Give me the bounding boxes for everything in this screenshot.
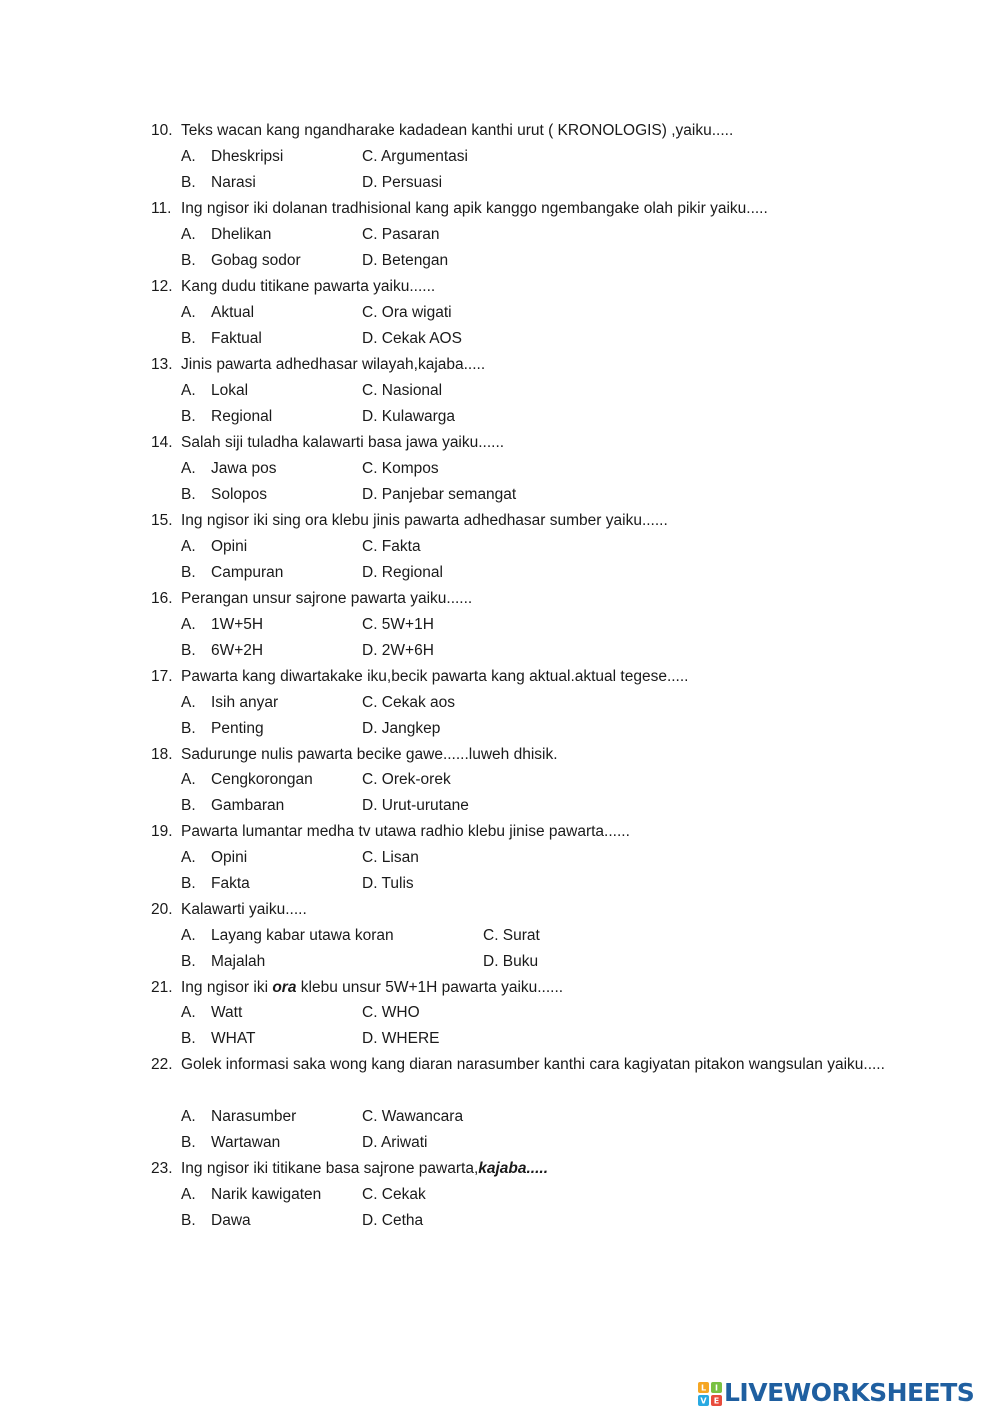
option-a[interactable]: Narik kawigaten (211, 1186, 322, 1203)
options-row-bd (181, 560, 741, 586)
option-letter-b: B. (181, 1134, 196, 1151)
options-row-bd (181, 482, 741, 508)
question-number: 12. (151, 278, 173, 295)
option-letter-a: A. (181, 694, 196, 711)
liveworksheets-logo (698, 1378, 994, 1408)
question-number: 19. (151, 823, 173, 840)
option-d[interactable]: D. Cetha (362, 1212, 424, 1229)
options-row-ac (181, 1182, 741, 1208)
option-letter-a: A. (181, 771, 196, 788)
option-a[interactable]: Opini (211, 849, 248, 866)
option-a[interactable]: Lokal (211, 382, 249, 399)
option-letter-a: A. (181, 1004, 196, 1021)
question-number: 14. (151, 434, 173, 451)
question-number: 20. (151, 901, 173, 918)
option-a[interactable]: Watt (211, 1004, 243, 1021)
option-b[interactable]: Regional (211, 408, 273, 425)
question-text: Kang dudu titikane pawarta yaiku...... (181, 278, 436, 295)
option-letter-b: B. (181, 797, 196, 814)
options-row-ac (181, 690, 741, 716)
option-letter-a: A. (181, 382, 196, 399)
question-text: Pawarta kang diwartakake iku,becik pawarta kang aktual.aktual tegese..... (181, 668, 689, 685)
options-row-ac (181, 456, 741, 482)
question-number: 17. (151, 668, 173, 685)
option-c[interactable]: C. Cekak (362, 1186, 426, 1203)
question-number: 18. (151, 746, 173, 763)
question-text-before: Ing ngisor iki (181, 979, 273, 996)
options-row-bd (181, 1130, 741, 1156)
options-row-bd (181, 326, 741, 352)
svg-text:V: V (700, 1396, 707, 1406)
options-row-ac (181, 222, 741, 248)
option-b[interactable]: Majalah (211, 953, 266, 970)
option-d[interactable]: D. Persuasi (362, 174, 443, 191)
options-row-bd (181, 871, 741, 897)
option-d[interactable]: D. Tulis (362, 875, 414, 892)
option-d[interactable]: D. Buku (483, 953, 539, 970)
option-b[interactable]: WHAT (211, 1030, 256, 1047)
option-c[interactable]: C. Surat (483, 927, 540, 944)
options-row-ac (181, 845, 741, 871)
option-letter-a: A. (181, 460, 196, 477)
option-c[interactable]: C. Nasional (362, 382, 443, 399)
option-a[interactable]: Opini (211, 538, 248, 555)
question-number: 21. (151, 979, 173, 996)
options-row-ac (181, 300, 741, 326)
question-text: Sadurunge nulis pawarta becike gawe......luweh dhisik. (181, 746, 558, 763)
option-a[interactable]: 1W+5H (211, 616, 264, 633)
question-text (181, 1156, 891, 1182)
option-d[interactable]: D. Urut-urutane (362, 797, 469, 814)
option-a[interactable]: Dhelikan (211, 226, 272, 243)
option-b[interactable]: Faktual (211, 330, 262, 347)
option-c[interactable]: C. Lisan (362, 849, 419, 866)
option-letter-b: B. (181, 252, 196, 269)
svg-text:E: E (713, 1396, 720, 1406)
option-b[interactable]: Wartawan (211, 1134, 281, 1151)
question-number: 13. (151, 356, 173, 373)
question-text: Perangan unsur sajrone pawarta yaiku...... (181, 590, 473, 607)
option-letter-a: A. (181, 927, 196, 944)
option-b[interactable]: Fakta (211, 875, 250, 892)
option-b[interactable]: Narasi (211, 174, 256, 191)
option-c[interactable]: C. Fakta (362, 538, 421, 555)
question-text: Ing ngisor iki sing ora klebu jinis pawarta adhedhasar sumber yaiku...... (181, 512, 668, 529)
option-c[interactable]: C. Argumentasi (362, 148, 468, 165)
option-d[interactable]: D. Ariwati (362, 1134, 428, 1151)
option-d[interactable]: D. WHERE (362, 1030, 440, 1047)
options-row-ac (181, 378, 741, 404)
question-number: 11. (151, 200, 172, 217)
option-letter-b: B. (181, 1030, 196, 1047)
option-b[interactable]: Campuran (211, 564, 284, 581)
question-text: Pawarta lumantar medha tv utawa radhio klebu jinise pawarta...... (181, 823, 630, 840)
option-letter-a: A. (181, 148, 196, 165)
option-a[interactable]: Aktual (211, 304, 255, 321)
question-text-before: Ing ngisor iki titikane basa sajrone pawarta, (181, 1160, 479, 1177)
option-d[interactable]: D. Kulawarga (362, 408, 456, 425)
option-c[interactable]: C. 5W+1H (362, 616, 434, 633)
question-text (181, 975, 891, 1001)
option-b[interactable]: 6W+2H (211, 642, 264, 659)
options-row-ac (181, 1000, 741, 1026)
options-row-bd (181, 248, 741, 274)
option-letter-b: B. (181, 642, 196, 659)
option-b[interactable]: Gambaran (211, 797, 285, 814)
option-letter-b: B. (181, 174, 196, 191)
option-letter-b: B. (181, 330, 196, 347)
option-d[interactable]: D. Regional (362, 564, 443, 581)
option-letter-a: A. (181, 1186, 196, 1203)
option-d[interactable]: D. Panjebar semangat (362, 486, 517, 503)
question-text-after: klebu unsur 5W+1H pawarta yaiku...... (296, 979, 564, 996)
options-row-bd (181, 716, 741, 742)
question-text: Ing ngisor iki dolanan tradhisional kang apik kanggo ngembangake olah pikir yaiku..... (181, 200, 768, 217)
option-d[interactable]: D. Cekak AOS (362, 330, 462, 347)
question-text: Jinis pawarta adhedhasar wilayah,kajaba..... (181, 356, 486, 373)
option-a[interactable]: Dheskripsi (211, 148, 284, 165)
options-row-bd (181, 170, 741, 196)
option-d[interactable]: D. 2W+6H (362, 642, 434, 659)
option-letter-a: A. (181, 304, 196, 321)
option-letter-b: B. (181, 486, 196, 503)
options-row-bd (181, 1208, 741, 1234)
option-b[interactable]: Dawa (211, 1212, 251, 1229)
option-a[interactable]: Narasumber (211, 1108, 297, 1125)
question-text: Salah siji tuladha kalawarti basa jawa yaiku...... (181, 434, 505, 451)
option-c[interactable]: C. Ora wigati (362, 304, 452, 321)
question-number: 10. (151, 122, 173, 139)
option-letter-b: B. (181, 1212, 196, 1229)
option-c[interactable]: C. Kompos (362, 460, 439, 477)
options-row-ac (181, 612, 741, 638)
question-text-emphasis: ora (272, 979, 297, 996)
option-letter-a: A. (181, 616, 196, 633)
option-a[interactable]: Layang kabar utawa koran (211, 927, 394, 944)
question-number: 16. (151, 590, 173, 607)
option-d[interactable]: D. Jangkep (362, 720, 441, 737)
option-b[interactable]: Gobag sodor (211, 252, 301, 269)
option-c[interactable]: C. Cekak aos (362, 694, 456, 711)
option-a[interactable]: Cengkorongan (211, 771, 313, 788)
svg-text:I: I (715, 1383, 718, 1393)
options-row-bd (181, 1026, 741, 1052)
option-letter-b: B. (181, 408, 196, 425)
option-letter-a: A. (181, 849, 196, 866)
option-c[interactable]: C. Pasaran (362, 226, 440, 243)
option-c[interactable]: C. Orek-orek (362, 771, 451, 788)
option-c[interactable]: C. WHO (362, 1004, 420, 1021)
option-letter-b: B. (181, 953, 196, 970)
question-number: 23. (151, 1160, 173, 1177)
option-b[interactable]: Penting (211, 720, 264, 737)
question-number: 22. (151, 1056, 173, 1073)
option-c[interactable]: C. Wawancara (362, 1108, 464, 1125)
option-a[interactable]: Isih anyar (211, 694, 279, 711)
options-row-ac (181, 144, 741, 170)
liveworksheets-logo-icon (698, 1382, 722, 1406)
options-row-bd (181, 793, 741, 819)
svg-text:L: L (700, 1383, 707, 1393)
option-letter-a: A. (181, 1108, 196, 1125)
question-text: Golek informasi saka wong kang diaran narasumber kanthi cara kagiyatan pitakon wangsulan yaiku..... (181, 1056, 885, 1073)
option-b[interactable]: Solopos (211, 486, 268, 503)
options-row-ac (181, 767, 741, 793)
options-row-bd (181, 404, 741, 430)
option-letter-a: A. (181, 538, 196, 555)
option-letter-b: B. (181, 564, 196, 581)
liveworksheets-logo-text: LIVEWORKSHEETS (724, 1378, 975, 1407)
option-d[interactable]: D. Betengan (362, 252, 449, 269)
option-letter-b: B. (181, 720, 196, 737)
options-row-bd (181, 949, 741, 975)
option-letter-b: B. (181, 875, 196, 892)
options-row-ac (181, 923, 741, 949)
options-row-ac (181, 534, 741, 560)
option-letter-a: A. (181, 226, 196, 243)
question-text: Kalawarti yaiku..... (181, 901, 307, 918)
options-row-bd (181, 638, 741, 664)
question-text-emphasis: kajaba..... (478, 1160, 549, 1177)
option-a[interactable]: Jawa pos (211, 460, 277, 477)
options-row-ac (181, 1104, 741, 1130)
question-text: Teks wacan kang ngandharake kadadean kanthi urut ( KRONOLOGIS) ,yaiku..... (181, 122, 734, 139)
question-number: 15. (151, 512, 173, 529)
